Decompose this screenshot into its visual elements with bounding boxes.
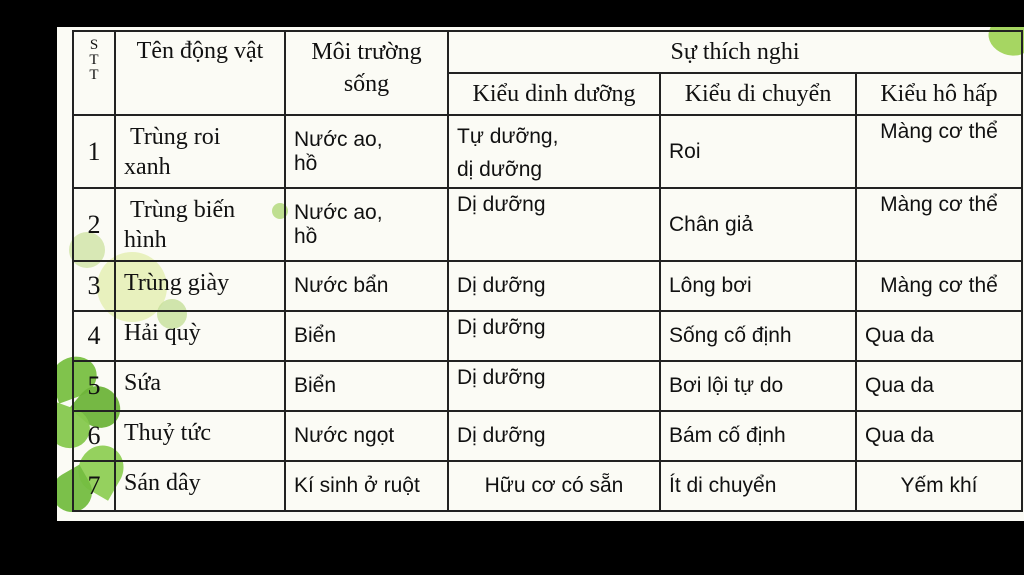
row-number: 6 [73, 411, 115, 461]
animal-name: Trùng roi xanh [115, 115, 285, 188]
movement: Chân giả [660, 188, 856, 261]
row-number: 2 [73, 188, 115, 261]
row-number: 1 [73, 115, 115, 188]
respiration: Yếm khí [856, 461, 1022, 511]
nutrition: Dị dưỡng [448, 261, 660, 311]
row-number: 3 [73, 261, 115, 311]
respiration: Màng cơ thể [856, 261, 1022, 311]
table-row [73, 311, 1022, 361]
habitat: Nước ao, hồ [285, 115, 448, 188]
header-habitat: Môi trường sống [285, 31, 448, 115]
habitat: Biển [285, 361, 448, 411]
animal-name: Sứa [115, 361, 285, 411]
header-adaptation: Sự thích nghi [448, 31, 1022, 73]
header-row [73, 31, 1022, 73]
nutrition: Tự dưỡng, dị dưỡng [448, 115, 660, 188]
habitat: Nước ao, hồ [285, 188, 448, 261]
nutrition: Dị dưỡng [448, 361, 660, 411]
respiration: Qua da [856, 361, 1022, 411]
animal-name: Trùng biến hình [115, 188, 285, 261]
row-number: 5 [73, 361, 115, 411]
respiration: Qua da [856, 411, 1022, 461]
row-number: 7 [73, 461, 115, 511]
habitat: Biển [285, 311, 448, 361]
table-row [73, 411, 1022, 461]
table-row [73, 361, 1022, 411]
table-row [73, 188, 1022, 261]
nutrition: Dị dưỡng [448, 411, 660, 461]
table-row [73, 261, 1022, 311]
respiration: Màng cơ thể [856, 188, 1022, 261]
respiration: Màng cơ thể [856, 115, 1022, 188]
nutrition: Dị dưỡng [448, 311, 660, 361]
animal-name: Hải quỳ [115, 311, 285, 361]
movement: Lông bơi [660, 261, 856, 311]
header-respiration: Kiểu hô hấp [856, 73, 1022, 115]
movement: Roi [660, 115, 856, 188]
row-number: 4 [73, 311, 115, 361]
habitat: Kí sinh ở ruột [285, 461, 448, 511]
animal-name: Sán dây [115, 461, 285, 511]
respiration: Qua da [856, 311, 1022, 361]
table-row [73, 115, 1022, 188]
movement: Sống cố định [660, 311, 856, 361]
animal-adaptation-table [72, 30, 1023, 512]
habitat: Nước bẩn [285, 261, 448, 311]
habitat: Nước ngọt [285, 411, 448, 461]
header-stt: S T T [73, 31, 115, 115]
nutrition: Hữu cơ có sẵn [448, 461, 660, 511]
animal-name: Thuỷ tức [115, 411, 285, 461]
slide [57, 27, 1024, 521]
header-animal-name: Tên động vật [115, 31, 285, 115]
movement: Bám cố định [660, 411, 856, 461]
table-row [73, 461, 1022, 511]
movement: Ít di chuyển [660, 461, 856, 511]
movement: Bơi lội tự do [660, 361, 856, 411]
nutrition: Dị dưỡng [448, 188, 660, 261]
animal-name: Trùng giày [115, 261, 285, 311]
header-nutrition: Kiểu dinh dưỡng [448, 73, 660, 115]
header-movement: Kiểu di chuyển [660, 73, 856, 115]
